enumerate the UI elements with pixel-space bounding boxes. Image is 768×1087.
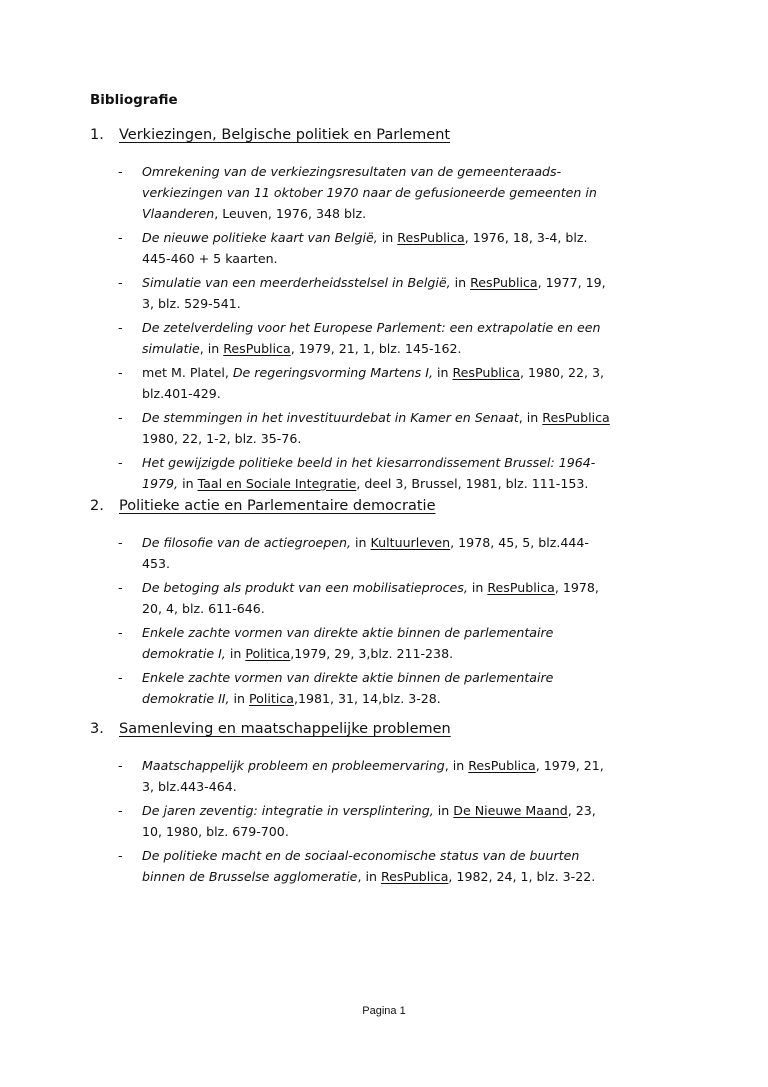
entry-text: in xyxy=(467,580,488,595)
bullet-dash: - xyxy=(118,410,123,425)
entry-text: blz.401-429. xyxy=(142,386,221,401)
publication-link[interactable]: Kultuurleven xyxy=(370,535,451,550)
entry-title: De nieuwe politieke kaart van België, xyxy=(142,230,378,245)
entry-title: Vlaanderen xyxy=(142,206,215,221)
entry-text: 3, blz. 529-541. xyxy=(142,296,241,311)
bullet-dash: - xyxy=(118,365,123,380)
entry-text: , Leuven, 1976, 348 blz. xyxy=(214,206,367,221)
bullet-dash: - xyxy=(118,848,123,863)
entry-title: Het gewijzigde politieke beeld in het kiesarrondissement Brussel: 1964- xyxy=(142,455,596,470)
entry-text: in xyxy=(178,476,198,491)
entry-text: in xyxy=(351,535,371,550)
section-heading-3 xyxy=(90,721,451,737)
entry-title: De filosofie van de actiegroepen, xyxy=(142,535,352,550)
entry-text: ,1979, 29, 3,blz. 211-238. xyxy=(290,646,454,661)
entry-title: 1979, xyxy=(142,476,179,491)
entry-text: in xyxy=(229,691,250,706)
bibliography-entry xyxy=(118,272,688,314)
entry-text: in xyxy=(450,275,471,290)
entry-title: De regeringsvorming Martens I, xyxy=(232,365,433,380)
entry-title: demokratie I, xyxy=(142,646,226,661)
section-list-3 xyxy=(118,755,688,890)
entry-text: 445-460 + 5 kaarten. xyxy=(142,251,278,266)
entry-text: , 1982, 24, 1, blz. 3-22. xyxy=(448,869,596,884)
entry-title: De stemmingen in het investituurdebat in Kamer en Senaat xyxy=(142,410,519,425)
publication-link[interactable]: ResPublica xyxy=(487,580,555,595)
entry-text: in xyxy=(377,230,398,245)
publication-link[interactable]: ResPublica xyxy=(380,869,449,884)
publication-link[interactable]: ResPublica xyxy=(223,341,291,356)
bibliography-entry xyxy=(118,622,688,664)
entry-title: De jaren zeventig: integratie in versplintering, xyxy=(142,803,434,818)
section-heading-2 xyxy=(90,498,436,514)
bibliography-entry xyxy=(118,161,688,224)
bibliography-entry xyxy=(118,800,688,842)
bibliography-entry xyxy=(118,362,688,404)
entry-title: binnen de Brusselse agglomeratie xyxy=(142,869,358,884)
entry-text: , 1978, xyxy=(554,580,599,595)
entry-text: , 1978, 45, 5, blz.444- xyxy=(450,535,589,550)
bullet-dash: - xyxy=(118,455,123,470)
entry-title: Maatschappelijk probleem en probleemervaring xyxy=(142,758,445,773)
publication-link[interactable]: ResPublica xyxy=(452,365,520,380)
bibliography-entry xyxy=(118,227,688,269)
bibliography-entry xyxy=(118,452,688,494)
bullet-dash: - xyxy=(118,164,123,179)
bullet-dash: - xyxy=(118,758,123,773)
entry-title: Enkele zachte vormen van direkte aktie binnen de parlementaire xyxy=(142,670,554,685)
section-list-2 xyxy=(118,532,688,712)
entry-text: , 23, xyxy=(567,803,596,818)
publication-link[interactable]: ResPublica xyxy=(468,758,536,773)
bullet-dash: - xyxy=(118,580,123,595)
bibliography-entry xyxy=(118,317,688,359)
entry-text: , deel 3, Brussel, 1981, blz. 111-153. xyxy=(356,476,589,491)
bibliography-entry xyxy=(118,407,688,449)
entry-text: , in xyxy=(357,869,381,884)
entry-text: 20, 4, blz. 611-646. xyxy=(142,601,265,616)
entry-text: , 1979, 21, xyxy=(535,758,604,773)
publication-link[interactable]: De Nieuwe Maand xyxy=(453,803,568,818)
section-number: 1. xyxy=(90,127,104,143)
section-title: Politieke actie en Parlementaire democratie xyxy=(119,498,436,514)
entry-title: Omrekening van de verkiezingsresultaten van de gemeenteraads- xyxy=(142,164,562,179)
entry-text: , in xyxy=(444,758,469,773)
entry-text: 10, 1980, blz. 679-700. xyxy=(142,824,289,839)
bullet-dash: - xyxy=(118,230,123,245)
bibliography-entry xyxy=(118,667,688,709)
page-footer: Pagina 1 xyxy=(362,1005,406,1017)
entry-title: Simulatie van een meerderheidsstelsel in België, xyxy=(142,275,451,290)
publication-link[interactable]: Politica xyxy=(245,646,291,661)
publication-link[interactable]: Politica xyxy=(249,691,294,706)
bibliography-entry xyxy=(118,532,688,574)
entry-text: ,1981, 31, 14,blz. 3-28. xyxy=(293,691,441,706)
bibliography-entry xyxy=(118,755,688,797)
bibliography-entry xyxy=(118,577,688,619)
entry-text: 1980, 22, 1-2, blz. 35-76. xyxy=(142,431,302,446)
bullet-dash: - xyxy=(118,535,123,550)
entry-text: , in xyxy=(518,410,543,425)
publication-link[interactable]: ResPublica xyxy=(470,275,538,290)
entry-title: simulatie xyxy=(142,341,200,356)
section-number: 3. xyxy=(90,721,104,737)
entry-text: met M. Platel, xyxy=(142,365,233,380)
entry-title: De betoging als produkt van een mobilisatieproces, xyxy=(142,580,468,595)
bullet-dash: - xyxy=(118,275,123,290)
entry-text: , 1976, 18, 3-4, blz. xyxy=(464,230,588,245)
entry-text: , in xyxy=(199,341,224,356)
document-heading: Bibliografie xyxy=(90,92,178,108)
section-title: Verkiezingen, Belgische politiek en Parlement xyxy=(119,127,451,143)
publication-link[interactable]: Taal en Sociale Integratie xyxy=(197,476,357,491)
section-title: Samenleving en maatschappelijke problemen xyxy=(119,721,451,737)
entry-text: 3, blz.443-464. xyxy=(142,779,237,794)
section-list-1 xyxy=(118,161,688,497)
section-heading-1 xyxy=(90,127,450,143)
bullet-dash: - xyxy=(118,803,123,818)
entry-title: demokratie II, xyxy=(142,691,230,706)
entry-text: in xyxy=(225,646,246,661)
publication-link[interactable]: ResPublica xyxy=(397,230,465,245)
bibliography-entry xyxy=(118,845,688,887)
bullet-dash: - xyxy=(118,320,123,335)
entry-title: De politieke macht en de sociaal-economische status van de buurten xyxy=(142,848,580,863)
bullet-dash: - xyxy=(118,625,123,640)
entry-title: verkiezingen van 11 oktober 1970 naar de gefusioneerde gemeenten in xyxy=(142,185,597,200)
bullet-dash: - xyxy=(118,670,123,685)
entry-title: De zetelverdeling voor het Europese Parlement: een extrapolatie en een xyxy=(142,320,601,335)
entry-title: Enkele zachte vormen van direkte aktie binnen de parlementaire xyxy=(142,625,554,640)
entry-text: , 1980, 22, 3, xyxy=(519,365,605,380)
entry-text: , 1977, 19, xyxy=(537,275,606,290)
publication-link[interactable]: ResPublica xyxy=(542,410,610,425)
entry-text: in xyxy=(433,803,454,818)
entry-text: 453. xyxy=(142,556,171,571)
section-number: 2. xyxy=(90,498,104,514)
entry-text: , 1979, 21, 1, blz. 145-162. xyxy=(290,341,462,356)
entry-text: in xyxy=(432,365,453,380)
